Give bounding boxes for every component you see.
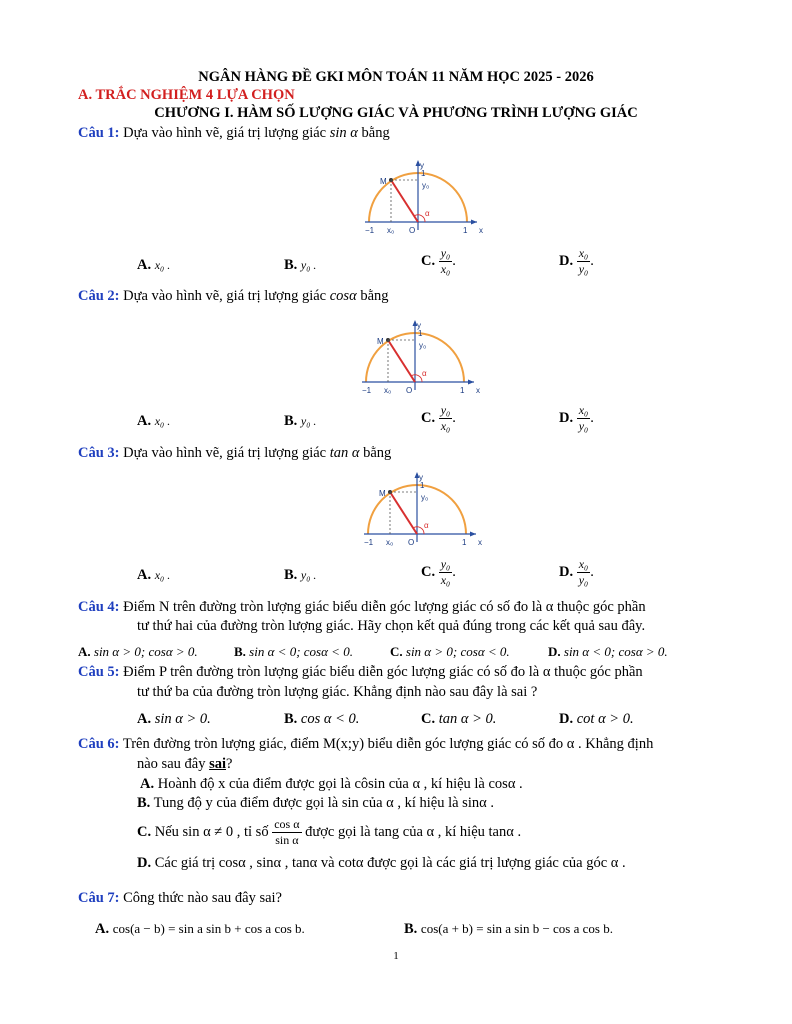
q2-option-b[interactable]: B. y₀ . <box>284 413 317 429</box>
q1-option-a[interactable]: A. x₀ . <box>137 257 171 273</box>
svg-text:y₀: y₀ <box>421 493 429 502</box>
q2-option-a[interactable]: A. x₀ . <box>137 413 171 429</box>
q5-option-d[interactable]: D. cot α > 0. <box>559 711 634 727</box>
svg-text:α: α <box>424 521 429 530</box>
svg-text:1: 1 <box>462 538 467 547</box>
page-number: 1 <box>393 950 399 962</box>
svg-text:O: O <box>406 386 413 395</box>
q6-option-d[interactable]: D. Các giá trị cosα , sinα , tanα và cotα được gọi là các giá trị lượng giác của góc α . <box>137 855 626 871</box>
svg-text:O: O <box>409 226 416 235</box>
document-title: NGÂN HÀNG ĐỀ GKI MÔN TOÁN 11 NĂM HỌC 2025 - 2026 <box>198 69 594 85</box>
question-4-prompt-cont: tư thứ hai của đường tròn lượng giác. Hãy chọn kết quả đúng trong các kết quả sau đây. <box>137 618 646 634</box>
question-7-prompt: Câu 7: Công thức nào sau đây sai? <box>78 890 282 906</box>
svg-text:x: x <box>479 226 483 235</box>
svg-text:α: α <box>422 369 427 378</box>
q1-option-d[interactable]: D. $\frac{\text{x₀}}{\text{y₀}}$ . <box>559 246 594 276</box>
svg-text:y: y <box>420 161 424 170</box>
q1-option-c[interactable]: C. $\frac{\text{y₀}}{\text{x₀}}$ . <box>421 246 456 276</box>
svg-text:α: α <box>425 209 430 218</box>
svg-text:1: 1 <box>418 329 423 338</box>
q3-option-a[interactable]: A. x₀ . <box>137 567 171 583</box>
svg-text:1: 1 <box>420 481 425 490</box>
question-6-prompt-cont: nào sau đây sai? <box>137 756 233 772</box>
svg-text:1: 1 <box>460 386 465 395</box>
svg-text:x₀: x₀ <box>384 386 392 395</box>
unit-circle-figure-1 <box>365 160 490 238</box>
svg-text:x: x <box>476 386 480 395</box>
q1-option-b[interactable]: B. y₀ . <box>284 257 317 273</box>
svg-text:1: 1 <box>463 226 468 235</box>
svg-text:O: O <box>408 538 415 547</box>
q3-option-c[interactable]: C. $\frac{\text{y₀}}{\text{x₀}}$ . <box>421 557 456 587</box>
question-6-prompt: Câu 6: Trên đường tròn lượng giác, điểm M(x;y) biểu diễn góc lượng giác có số đo α . Khẳng định <box>78 736 654 752</box>
chapter-heading: CHƯƠNG I. HÀM SỐ LƯỢNG GIÁC VÀ PHƯƠNG TRÌNH LƯỢNG GIÁC <box>154 105 638 121</box>
q7-option-b[interactable]: B. cos(a + b) = sin a sin b − cos a cos b. <box>404 921 613 937</box>
q4-option-a[interactable]: A. sin α > 0; cosα > 0. <box>78 644 198 659</box>
svg-text:y₀: y₀ <box>422 181 430 190</box>
q6-option-a[interactable]: A. Hoành độ x của điểm được gọi là côsin của α , kí hiệu là cosα . <box>140 776 523 792</box>
svg-text:M: M <box>377 337 384 346</box>
section-heading: A. TRẮC NGHIỆM 4 LỰA CHỌN <box>78 87 295 103</box>
svg-text:−1: −1 <box>364 538 374 547</box>
svg-text:1: 1 <box>421 169 426 178</box>
q5-option-a[interactable]: A. sin α > 0. <box>137 711 211 727</box>
svg-text:x₀: x₀ <box>386 538 394 547</box>
q4-option-c[interactable]: C. sin α > 0; cosα < 0. <box>390 644 510 659</box>
q4-option-b[interactable]: B. sin α < 0; cosα < 0. <box>234 644 353 659</box>
question-4-prompt: Câu 4: Điểm N trên đường tròn lượng giác biểu diễn góc lượng giác có số đo là α thuộc góc phần <box>78 599 646 615</box>
question-5-prompt-cont: tư thứ ba của đường tròn lượng giác. Khẳng định nào sau đây là sai ? <box>137 684 538 700</box>
svg-text:−1: −1 <box>365 226 375 235</box>
svg-text:y: y <box>417 321 421 330</box>
unit-circle-figure-3 <box>364 472 489 550</box>
svg-text:x: x <box>478 538 482 547</box>
svg-text:M: M <box>380 177 387 186</box>
svg-text:−1: −1 <box>362 386 372 395</box>
svg-text:y₀: y₀ <box>419 341 427 350</box>
q3-option-b[interactable]: B. y₀ . <box>284 567 317 583</box>
q2-option-c[interactable]: C. $\frac{\text{y₀}}{\text{x₀}}$ . <box>421 403 456 433</box>
q5-option-c[interactable]: C. tan α > 0. <box>421 711 497 727</box>
q4-option-d[interactable]: D. sin α < 0; cosα > 0. <box>548 644 668 659</box>
q5-option-b[interactable]: B. cos α < 0. <box>284 711 360 727</box>
question-1-prompt: Câu 1: Dựa vào hình vẽ, giá trị lượng giác sin α bằng <box>78 125 390 141</box>
q2-option-d[interactable]: D. $\frac{\text{x₀}}{\text{y₀}}$ . <box>559 403 594 433</box>
unit-circle-figure-2 <box>362 320 487 398</box>
q6-option-c[interactable]: C. Nếu sin α ≠ 0 , tỉ số $\frac{\text{cos α}}{\text{sin α}}$ được gọi là tang của α , kí hiệu tanα . <box>137 817 522 847</box>
question-3-prompt: Câu 3: Dựa vào hình vẽ, giá trị lượng giác tan α bằng <box>78 445 392 461</box>
question-5-prompt: Câu 5: Điểm P trên đường tròn lượng giác biểu diễn góc lượng giác có số đo là α thuộc góc phần <box>78 664 643 680</box>
q6-option-b[interactable]: B. Tung độ y của điểm được gọi là sin của α , kí hiệu là sinα . <box>137 795 494 811</box>
svg-text:y: y <box>419 473 423 482</box>
q3-option-d[interactable]: D. $\frac{\text{x₀}}{\text{y₀}}$ . <box>559 557 594 587</box>
svg-text:M: M <box>379 489 386 498</box>
svg-text:x₀: x₀ <box>387 226 395 235</box>
q7-option-a[interactable]: A. cos(a − b) = sin a sin b + cos a cos b. <box>95 921 305 937</box>
question-2-prompt: Câu 2: Dựa vào hình vẽ, giá trị lượng giác cosα bằng <box>78 288 389 304</box>
